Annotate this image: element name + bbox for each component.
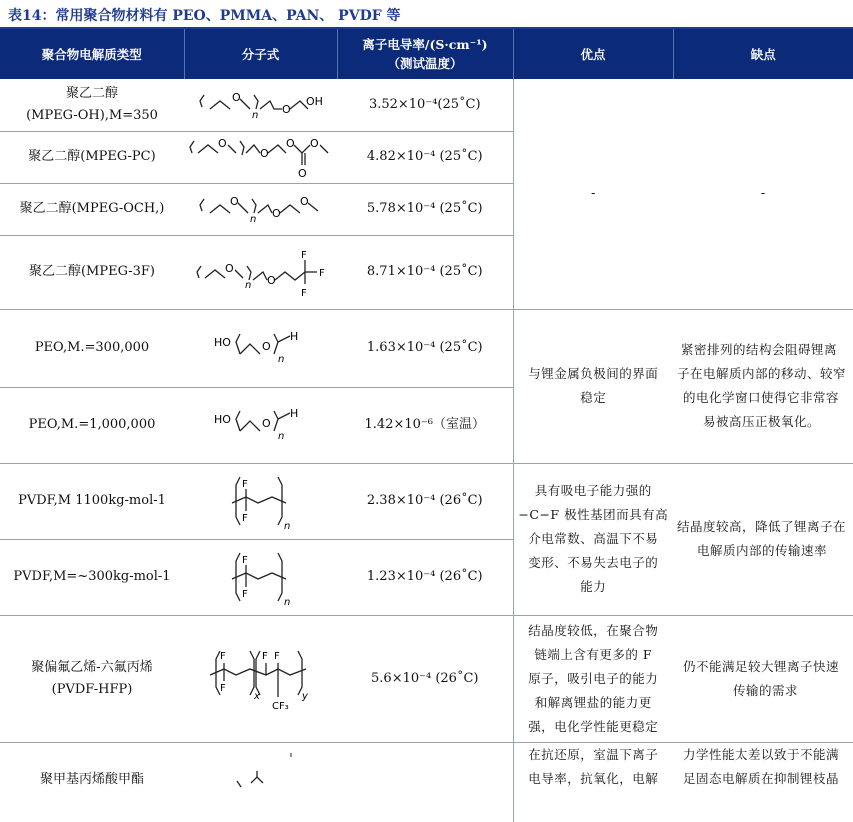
- svg-text:n: n: [283, 597, 290, 607]
- type-cell: 聚乙二醇(MPEG-PC): [0, 131, 184, 183]
- formula-cell: [184, 615, 337, 742]
- header-conductivity-line1: 离子电导率/(S·cm⁻¹): [362, 37, 488, 52]
- advantages-cell: -: [513, 79, 673, 309]
- svg-text:n: n: [277, 431, 284, 442]
- type-cell: PVDF,M=~300kg-mol-1: [0, 539, 184, 615]
- conductivity-cell: 3.52×10⁻⁴(25˚C): [337, 79, 513, 131]
- header-disadvantages: 缺点: [673, 29, 853, 79]
- text-line: 力学性能太差以致于不能满: [683, 746, 840, 762]
- table-header-row: [0, 29, 853, 79]
- advantages-cell: [513, 615, 673, 742]
- svg-text:O: O: [286, 137, 295, 150]
- type-line2: (PVDF-HFP): [51, 681, 133, 697]
- type-cell: [0, 615, 184, 742]
- table-row: [0, 463, 853, 539]
- polymer-electrolyte-table: [0, 29, 853, 822]
- disadvantages-cell: [673, 463, 853, 615]
- svg-text:O: O: [261, 340, 271, 353]
- conductivity-cell: 2.38×10⁻⁴ (26˚C): [337, 463, 513, 539]
- text-line: 传输的需求: [733, 682, 799, 698]
- formula-cell: [184, 742, 337, 822]
- type-cell: PVDF,M 1100kg-mol-1: [0, 463, 184, 539]
- formula-cell: [184, 387, 337, 463]
- mpeg-och-structure-icon: [196, 191, 326, 227]
- pvdf-structure-icon: [226, 547, 296, 607]
- pvdf-hfp-structure-icon: [206, 643, 316, 715]
- text-line: 子在电解质内部的移动、较窄: [677, 366, 847, 381]
- text-line: 结晶度较高，降低了锂离子在: [677, 519, 847, 534]
- mpeg-oh-structure-icon: [196, 87, 326, 123]
- svg-text:H: H: [289, 407, 298, 420]
- type-cell: 聚乙二醇(MPEG-OCH,): [0, 183, 184, 235]
- svg-text:H: H: [289, 330, 298, 343]
- text-line: 电导率，抗氧化，电解: [528, 770, 659, 786]
- text-line: 足固态电解质在抑制锂枝晶: [683, 770, 840, 786]
- header-formula: 分子式: [184, 29, 337, 79]
- conductivity-cell: 8.71×10⁻⁴ (25˚C): [337, 235, 513, 309]
- svg-text:n: n: [244, 280, 251, 291]
- svg-text:CF₃: CF₃: [271, 700, 289, 712]
- svg-text:O: O: [229, 195, 239, 208]
- svg-text:OH: OH: [305, 94, 323, 108]
- text-line: 变形、不易失去电子的: [528, 555, 659, 570]
- svg-text:HO: HO: [213, 336, 231, 349]
- text-line: 电解质内部的传输速率: [697, 543, 828, 558]
- type-line2: (MPEG-OH),M=350: [26, 107, 158, 123]
- svg-text:F: F: [241, 589, 248, 600]
- svg-text:n: n: [249, 214, 256, 225]
- text-line: 强，电化学性能更稳定: [528, 718, 659, 734]
- svg-text:O: O: [281, 102, 291, 116]
- formula-cell: [184, 309, 337, 387]
- text-line: 在抗还原，室温下离子: [528, 746, 659, 762]
- table-row: [0, 615, 853, 742]
- mpeg-3f-structure-icon: [191, 246, 331, 298]
- svg-text:F: F: [241, 479, 248, 490]
- pmma-structure-icon: [221, 743, 301, 793]
- conductivity-cell: 4.82×10⁻⁴ (25˚C): [337, 131, 513, 183]
- svg-text:HO: HO: [213, 413, 231, 426]
- svg-text:F: F: [241, 555, 248, 566]
- text-line: 与锂金属负极间的界面: [528, 366, 659, 381]
- text-line: 能力: [580, 579, 607, 594]
- type-line1: 聚偏氟乙烯-六氟丙烯: [31, 659, 153, 675]
- disadvantages-cell: [673, 309, 853, 463]
- disadvantages-cell: -: [673, 79, 853, 309]
- disadvantages-cell: [673, 615, 853, 742]
- text-line: 结晶度较低，在聚合物: [528, 622, 659, 638]
- type-cell: PEO,M.=300,000: [0, 309, 184, 387]
- advantages-cell: [513, 309, 673, 463]
- svg-text:F: F: [219, 650, 226, 662]
- formula-cell: [184, 79, 337, 131]
- table-title: 表14：常用聚合物材料有 PEO、PMMA、PAN、 PVDF 等: [8, 8, 401, 24]
- text-line: 介电常数、高温下不易: [528, 531, 659, 546]
- conductivity-cell: 5.6×10⁻⁴ (26˚C): [337, 615, 513, 742]
- svg-text:F: F: [273, 650, 280, 662]
- text-line: 易被高压正极氧化。: [703, 414, 821, 429]
- svg-text:O: O: [298, 167, 307, 180]
- svg-text:n: n: [283, 521, 290, 531]
- svg-text:O: O: [261, 417, 271, 430]
- conductivity-cell: [337, 742, 513, 822]
- formula-cell: [184, 131, 337, 183]
- header-type: 聚合物电解质类型: [0, 29, 184, 79]
- table-row: [0, 79, 853, 131]
- advantages-cell: [513, 742, 673, 822]
- text-line: 原子，吸引电子的能力: [528, 670, 659, 686]
- table-row: [0, 742, 853, 822]
- type-cell: PEO,M.=1,000,000: [0, 387, 184, 463]
- header-conductivity-line2: （测试温度）: [387, 56, 463, 71]
- svg-text:x: x: [253, 690, 260, 702]
- svg-text:y: y: [301, 690, 308, 702]
- disadvantages-cell: [673, 742, 853, 822]
- svg-text:n: n: [277, 354, 284, 365]
- svg-text:O: O: [271, 207, 281, 220]
- svg-text:O: O: [266, 274, 276, 287]
- svg-text:F: F: [300, 250, 307, 261]
- formula-cell: [184, 183, 337, 235]
- svg-text:O: O: [260, 147, 269, 160]
- peo-structure-icon: [206, 403, 316, 447]
- conductivity-cell: 1.23×10⁻⁴ (26˚C): [337, 539, 513, 615]
- formula-cell: [184, 463, 337, 539]
- formula-cell: [184, 539, 337, 615]
- svg-text:F: F: [261, 650, 268, 662]
- svg-text:O: O: [218, 137, 227, 150]
- text-line: 具有吸电子能力强的: [534, 483, 652, 498]
- type-cell: [0, 79, 184, 131]
- text-line: 和解离锂盐的能力更: [534, 694, 652, 710]
- svg-text:O: O: [310, 137, 319, 150]
- type-line1: 聚乙二醇: [65, 85, 118, 101]
- formula-cell: [184, 235, 337, 309]
- mpeg-pc-structure-icon: [188, 133, 334, 181]
- svg-text:O: O: [224, 262, 234, 275]
- svg-text:F: F: [318, 268, 325, 279]
- type-cell: 聚甲基丙烯酸甲酯: [39, 771, 144, 787]
- text-line: 的电化学窗口使得它非常容: [683, 390, 840, 405]
- header-advantages: 优点: [513, 29, 673, 79]
- svg-text:F: F: [241, 513, 248, 524]
- svg-text:n: n: [251, 109, 258, 121]
- type-cell: 聚乙二醇(MPEG-3F): [0, 235, 184, 309]
- svg-text:F: F: [300, 288, 307, 298]
- conductivity-cell: 5.78×10⁻⁴ (25˚C): [337, 183, 513, 235]
- text-line: −C−F 极性基团而具有高: [518, 507, 669, 522]
- text-line: 紧密排列的结构会阻碍锂离: [681, 342, 838, 357]
- peo-structure-icon: [206, 326, 316, 370]
- table-row: [0, 309, 853, 387]
- conductivity-cell: 1.63×10⁻⁴ (25˚C): [337, 309, 513, 387]
- advantages-cell: [513, 463, 673, 615]
- svg-text:O: O: [231, 90, 241, 104]
- svg-text:F: F: [219, 682, 226, 694]
- text-line: 稳定: [580, 390, 607, 405]
- pvdf-structure-icon: [226, 471, 296, 531]
- svg-text:O: O: [299, 195, 309, 208]
- header-conductivity: [337, 29, 513, 79]
- text-line: 仍不能满足较大锂离子快速: [683, 658, 840, 674]
- conductivity-cell: 1.42×10⁻⁶（室温）: [337, 387, 513, 463]
- text-line: 链端上含有更多的 F: [534, 646, 653, 662]
